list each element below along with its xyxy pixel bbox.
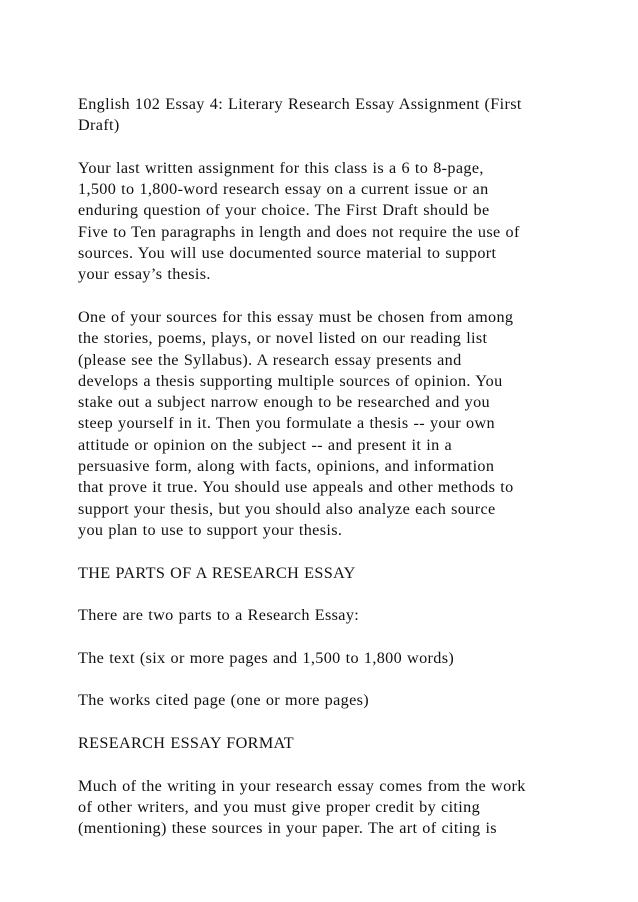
heading-parts-of-essay xyxy=(78,563,578,584)
text-line: Your last written assignment for this class is a 6 to 8-page, xyxy=(78,158,484,177)
heading-text: THE PARTS OF A RESEARCH ESSAY xyxy=(78,563,356,582)
text-line: steep yourself in it. Then you formulate a thesis -- your own xyxy=(78,414,495,433)
document-title xyxy=(78,94,578,137)
text-line: Much of the writing in your research essay comes from the work xyxy=(78,776,526,795)
text-line: enduring question of your choice. The First Draft should be xyxy=(78,201,490,220)
text-line: (mentioning) these sources in your paper. The art of citing is xyxy=(78,819,497,838)
text-line: The works cited page (one or more pages) xyxy=(78,691,370,710)
text-line: One of your sources for this essay must be chosen from among xyxy=(78,307,514,326)
document-body xyxy=(78,94,578,861)
title-line: English 102 Essay 4: Literary Research Essay Assignment (First xyxy=(78,95,522,113)
text-line: There are two parts to a Research Essay: xyxy=(78,606,360,625)
text-line: your essay’s thesis. xyxy=(78,265,211,284)
paragraph-parts-intro xyxy=(78,605,578,626)
paragraph-assignment-overview xyxy=(78,158,578,286)
text-line: persuasive form, along with facts, opinions, and information xyxy=(78,457,495,476)
text-line: stake out a subject narrow enough to be researched and you xyxy=(78,393,490,412)
text-line: 1,500 to 1,800-word research essay on a current issue or an xyxy=(78,180,489,199)
paragraph-sources xyxy=(78,307,578,541)
text-line: that prove it true. You should use appeals and other methods to xyxy=(78,478,514,497)
text-line: develops a thesis supporting multiple sources of opinion. You xyxy=(78,371,503,390)
text-line: The text (six or more pages and 1,500 to 1,800 words) xyxy=(78,648,455,667)
text-line: Five to Ten paragraphs in length and does not require the use of xyxy=(78,222,520,241)
paragraph-part-works-cited xyxy=(78,690,578,711)
heading-essay-format xyxy=(78,733,578,754)
text-line: of other writers, and you must give proper credit by citing xyxy=(78,797,481,816)
text-line: support your thesis, but you should also analyze each source xyxy=(78,499,496,518)
text-line: attitude or opinion on the subject -- and present it in a xyxy=(78,435,453,454)
text-line: you plan to use to support your thesis. xyxy=(78,520,343,539)
heading-text: RESEARCH ESSAY FORMAT xyxy=(78,733,295,752)
text-line: (please see the Syllabus). A research essay presents and xyxy=(78,350,462,369)
paragraph-citing xyxy=(78,776,578,840)
paragraph-part-text xyxy=(78,648,578,669)
title-line: Draft) xyxy=(78,116,120,135)
text-line: the stories, poems, plays, or novel listed on our reading list xyxy=(78,329,488,348)
text-line: sources. You will use documented source material to support xyxy=(78,244,497,263)
